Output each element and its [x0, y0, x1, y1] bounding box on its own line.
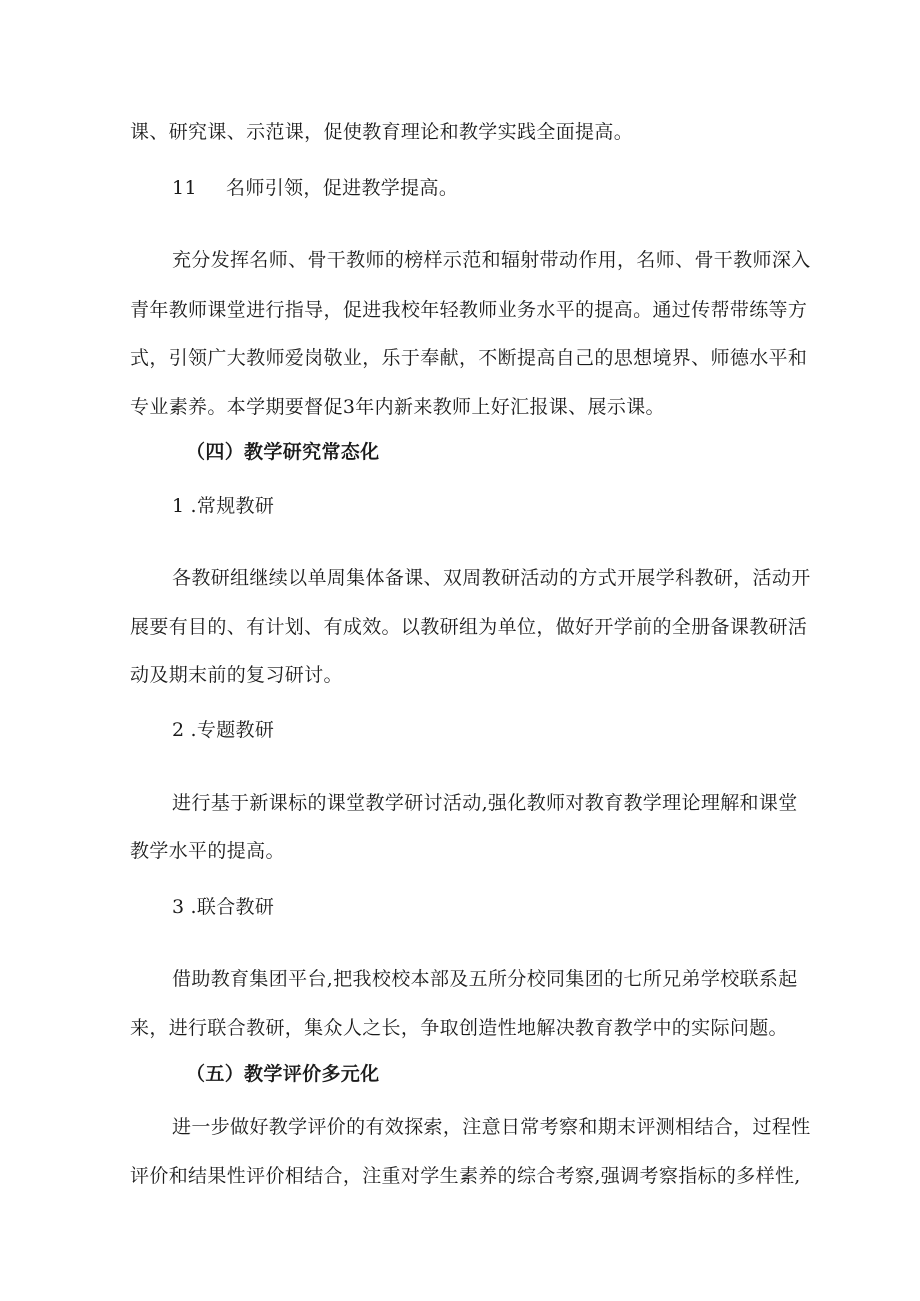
subsection-number: 3	[172, 896, 185, 918]
subsection-heading-3	[172, 895, 832, 919]
subsection-text: .联合教研	[190, 896, 275, 918]
paragraph-line: 专业素养。本学期要督促3年内新来教师上好汇报课、展示课。	[130, 396, 665, 418]
paragraph-line: 各教研组继续以单周集体备课、双周教研活动的方式开展学科教研，活动开	[172, 567, 811, 589]
paragraph-line: 青年教师课堂进行指导，促进我校年轻教师业务水平的提高。通过传帮带练等方	[130, 299, 808, 321]
section-heading-4: （四）教学研究常态化	[186, 441, 380, 463]
paragraph-line: 教学水平的提高。	[130, 840, 285, 862]
paragraph-line: 式，引领广大教师爱岗敬业，乐于奉献，不断提高自己的思想境界、师德水平和	[130, 347, 808, 369]
subsection-number: 1	[172, 495, 185, 517]
list-item-text: 名师引领，促进教学提高。	[226, 177, 459, 199]
subsection-heading-2	[172, 718, 832, 742]
paragraph-line: 充分发挥名师、骨干教师的榜样示范和辐射带动作用，名师、骨干教师深入	[172, 249, 811, 271]
paragraph-line: 展要有目的、有计划、有成效。以教研组为单位，做好开学前的全册备课教研活	[130, 616, 808, 638]
paragraph-line: 课、研究课、示范课，促使教育理论和教学实践全面提高。	[130, 121, 634, 143]
paragraph-line: 借助教育集团平台,把我校校本部及五所分校同集团的七所兄弟学校联系起	[172, 968, 798, 990]
paragraph-line: 进一步做好教学评价的有效探索，注意日常考察和期末评测相结合，过程性	[172, 1116, 811, 1138]
subsection-text: .专题教研	[190, 719, 275, 741]
list-number: 11	[172, 177, 197, 199]
paragraph-line: 进行基于新课标的课堂教学研讨活动,强化教师对教育教学理论理解和课堂	[172, 792, 798, 814]
paragraph-line: 来，进行联合教研，集众人之长，争取创造性地解决教育教学中的实际问题。	[130, 1017, 788, 1039]
section-heading-5: （五）教学评价多元化	[186, 1063, 380, 1085]
subsection-number: 2	[172, 719, 185, 741]
paragraph-line: 评价和结果性评价相结合，注重对学生素养的综合考察,强调考察指标的多样性,	[130, 1165, 801, 1187]
subsection-text: .常规教研	[190, 495, 275, 517]
paragraph-line: 动及期末前的复习研讨。	[130, 664, 343, 686]
subsection-heading-1	[172, 494, 832, 518]
list-item-11	[172, 176, 832, 200]
